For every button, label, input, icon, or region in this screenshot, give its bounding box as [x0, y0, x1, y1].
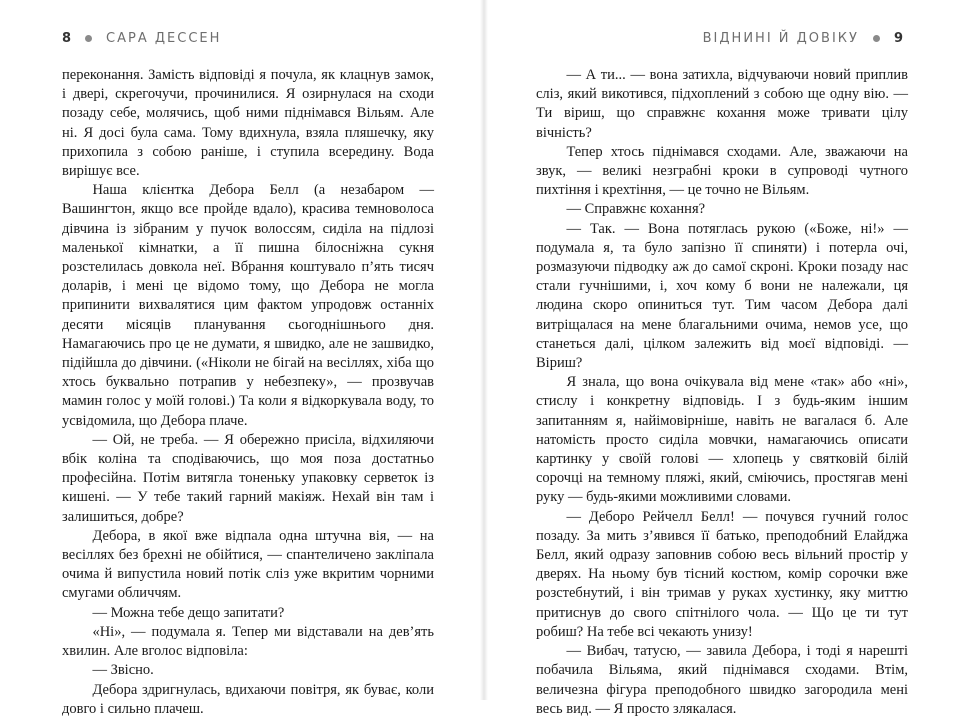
- left-page-header: [62, 28, 221, 48]
- paragraph: — А ти... — вона затихла, відчуваючи новий приплив сліз, який викотився, підхоплений з собою ще одну вію. — Ти віриш, що справжнє кохання може тривати цілу вічність?: [536, 67, 908, 141]
- paragraph: — Так. — Вона потяглась рукою («Боже, ні!» — подумала я, та було запізно її спиняти) і потерла очі, розмазуючи підводку аж до самої скроні. Кроки позаду нас стали гучнішими, і, хоч кому б вони не належали, ця людина скоро опиниться тут. Тим часом Дебора далі витріщалася на мене благальними очима, немов усе, що станеться далі, цілком залежить від моєї відповіді. — Віриш?: [536, 220, 908, 372]
- paragraph: Наша клієнтка Дебора Белл (а незабаром — Вашингтон, якщо все пройде вдало), красива темноволоса дівчина із зібраним у пучок волоссям, сиділа на підлозі маленької кімнатки, а її пишна білосніжна сукня розстелилась довкола неї. Вбрання коштувало п’ять тисяч доларів, і мені це відомо тому, що Дебора не могла припинити вихвалятися цим фактом упродовж останніх десяти місяців планування сьогоднішнього дня. Намагаючись про це не думати, я швидко, але не зашвидко, підійшла до дівчини. («Ніколи не бігай на весіллях, хіба що хтось буквально потрапив у небезпеку», — прозвучав мамин голос у моїй голові.) Та коли я відкоркувала воду, то усвідомила, що Дебора плаче.: [62, 182, 434, 429]
- paragraph: Я знала, що вона очікувала від мене «так» або «ні», стислу і конкретну відповідь. І з будь-яким іншим запитанням я, найімовірніше, навіть не вагалася б. Але натомість просто сиділа мовчки, намагаючись описати картинку у своїй голові — хлопець у святковій білій сорочці на темному пляжі, який, сміючись, простягав мені руку — будь-якими можливими словами.: [536, 374, 908, 506]
- left-page-number: 8: [62, 30, 72, 46]
- right-page-text: [536, 66, 908, 719]
- left-page-text: [62, 66, 434, 719]
- paragraph: — Вибач, татусю, — завила Дебора, і тоді я нарешті побачила Вільяма, який піднімався сходами. Втім, величезна фігура преподобного швидко загородила мені весь вид. — Я просто злякалася.: [536, 643, 908, 717]
- paragraph: — Звісно.: [92, 662, 154, 679]
- paragraph: Дебора, в якої вже відпала одна штучна вія, — на весіллях без брехні не обійтися, — спантеличено закліпала очима й випустила новий потік сліз уже вкритим чорними смугами обличчям.: [62, 527, 434, 602]
- paragraph: — Деборо Рейчелл Белл! — почувся гучний голос позаду. За мить з’явився її батько, преподобний Елайджа Белл, який одразу заповнив собою весь вільний простір у дверях. На ньому був тісний костюм, комір сорочки вже розстебнутий, і він тримав у руках хустинку, яку миттю притиснув до свого спітнілого чола. — Що це ти тут робиш? На тебе всі чекають унизу!: [536, 508, 908, 640]
- header-bullet-icon: [873, 35, 880, 42]
- paragraph: переконання. Замість відповіді я почула, як клацнув замок, і двері, скрегочучи, прочинилися. Я озирнулася на сходи позаду себе, молячись, щоб ними піднімався Вільям. Але ні. Я досі була сама. Тому вдихнула, взяла пляшечку, яку прихопила з собою раніше, і ступила всередину. Вода вирішує все.: [62, 67, 434, 180]
- right-running-title: ВІДНИНІ Й ДОВІКУ: [702, 30, 859, 46]
- paragraph: «Ні», — подумала я. Тепер ми відставали на дев’ять хвилин. Але вголос відповіла:: [62, 623, 434, 660]
- paragraph: — Можна тебе дещо запитати?: [92, 604, 285, 621]
- paragraph: — Справжнє кохання?: [566, 201, 706, 218]
- right-page-number: 9: [893, 30, 903, 46]
- paragraph: — Ой, не треба. — Я обережно присіла, відхиляючи вбік коліна та сподіваючись, що моя поза достатньо професійна. Потім витягла тоненьку упаковку серветок із кишені. — У тебе такий гарний макіяж. Нехай він там і залишиться, добре?: [62, 431, 434, 525]
- page-gutter: [480, 0, 488, 700]
- left-running-title: САРА ДЕССЕН: [106, 30, 222, 46]
- right-page-header: [703, 28, 903, 48]
- header-bullet-icon: [85, 35, 92, 42]
- paragraph: Дебора здригнулась, вдихаючи повітря, як буває, коли довго і сильно плачеш.: [62, 681, 434, 717]
- paragraph: Тепер хтось піднімався сходами. Але, зважаючи на звук, — великі незграбні кроки в супроводі чутного пихтіння і крехтіння, — це точно не Вільям.: [536, 143, 908, 199]
